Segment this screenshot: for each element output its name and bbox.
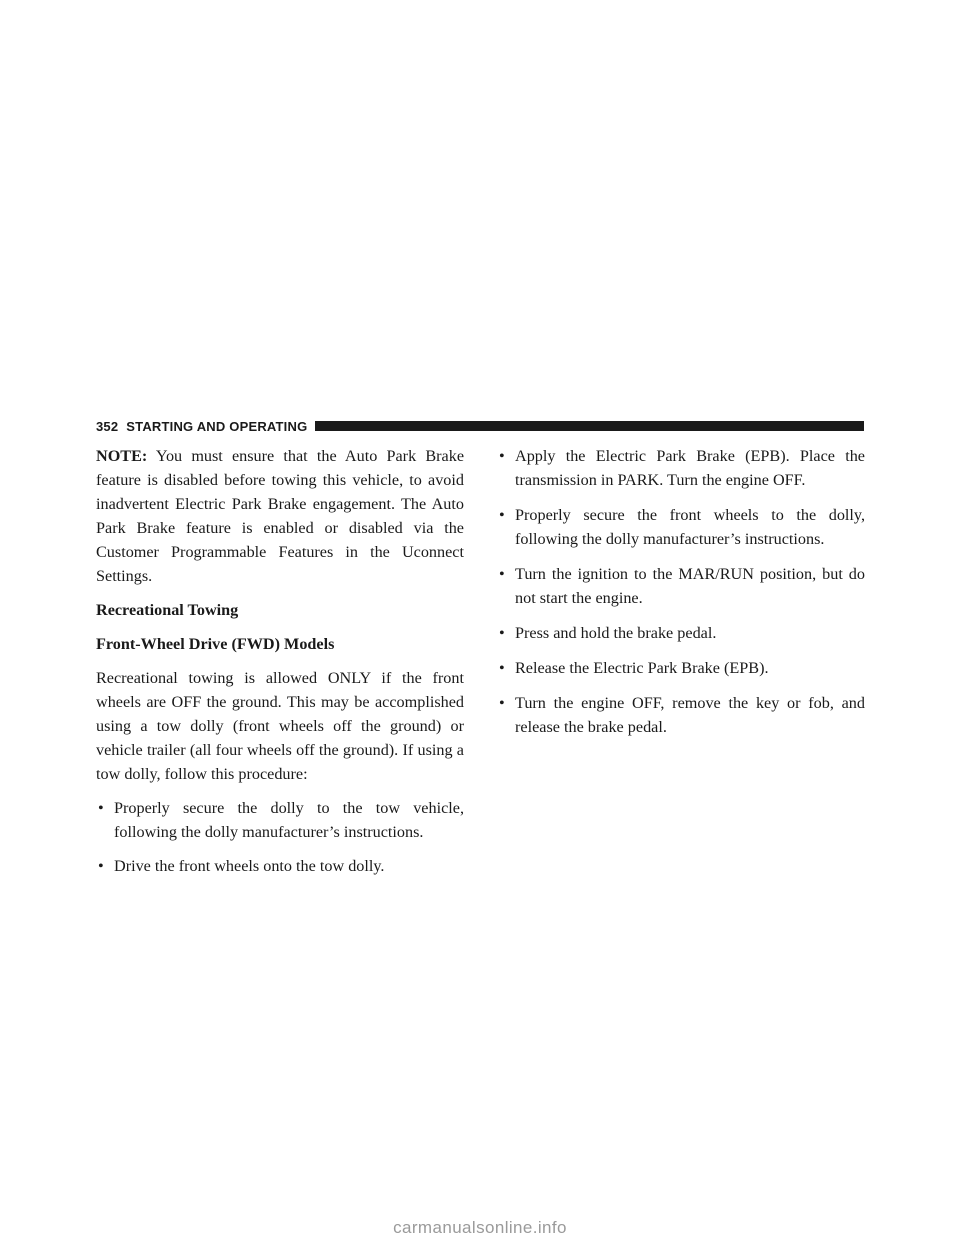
list-item [497,444,865,492]
bullet-icon: • [499,565,505,583]
list-item-text: Turn the ignition to the MAR/RUN position, but do not start the engine. [515,565,865,607]
list-item [96,796,464,844]
left-bullet-list [96,796,464,878]
bullet-icon: • [499,694,505,712]
heading-recreational-towing: Recreational Towing [96,601,239,619]
list-item-text: Properly secure the dolly to the tow vehicle, following the dolly manufacturer’s instructions. [114,799,464,841]
section-title: STARTING AND OPERATING [126,418,308,434]
recreational-towing-paragraph: Recreational towing is allowed ONLY if the front wheels are OFF the ground. This may be accomplished using a tow dolly (front wheels off the ground) or vehicle trailer (all four wheels off the ground). If using a tow dolly, follow this procedure: [96,669,464,783]
list-item [497,656,865,680]
list-item-text: Press and hold the brake pedal. [515,624,717,642]
list-item-text: Turn the engine OFF, remove the key or fob, and release the brake pedal. [515,694,865,736]
note-text: You must ensure that the Auto Park Brake feature is disabled before towing this vehicle, to avoid inadvertent Electric Park Brake engagement. The Auto Park Brake feature is enabled or disabled via the Customer Programmable Features in the Uconnect Settings. [96,447,464,585]
page-header [96,420,864,432]
list-item [497,691,865,739]
list-item [96,854,464,878]
right-column [497,444,865,750]
list-item-text: Drive the front wheels onto the tow dolly. [114,857,385,875]
note-paragraph [96,444,464,588]
header-rule [315,421,864,431]
watermark: carmanualsonline.info [393,1218,567,1237]
left-column [96,444,464,888]
bullet-icon: • [499,624,505,642]
bullet-icon: • [499,659,505,677]
list-item [497,621,865,645]
bullet-icon: • [98,799,104,817]
bullet-icon: • [98,857,104,875]
note-label: NOTE: [96,447,148,465]
list-item-text: Properly secure the front wheels to the dolly, following the dolly manufacturer’s instructions. [515,506,865,548]
bullet-icon: • [499,506,505,524]
list-item-text: Release the Electric Park Brake (EPB). [515,659,769,677]
bullet-icon: • [499,447,505,465]
heading-fwd-models: Front-Wheel Drive (FWD) Models [96,635,335,653]
page-number: 352 [96,418,119,434]
list-item-text: Apply the Electric Park Brake (EPB). Place the transmission in PARK. Turn the engine OFF. [515,447,865,489]
right-bullet-list [497,444,865,739]
list-item [497,503,865,551]
list-item [497,562,865,610]
